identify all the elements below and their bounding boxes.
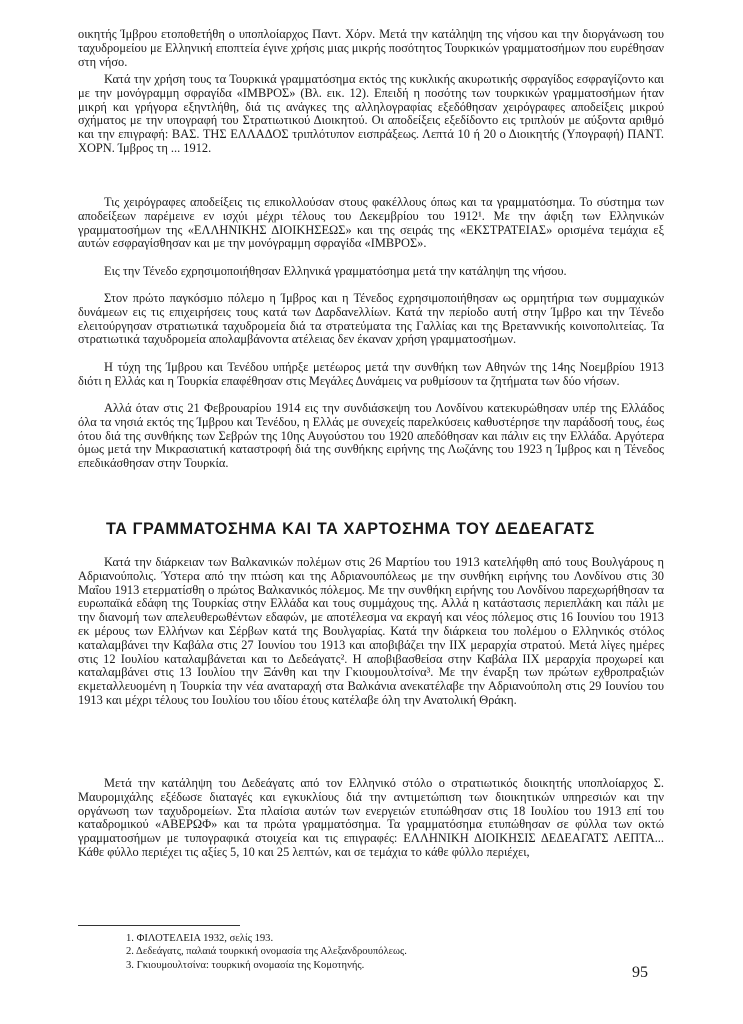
page-number: 95 [632,964,648,981]
body-paragraph: Κατά την διάρκειαν των Βαλκανικών πολέμων στις 26 Μαρτίου του 1913 κατελήφθη από τους Βουλγάρους η Αδριανούπολις. Ύστερα από την πτώση και της Αδριανουπόλεως με την συνθήκη ειρήνης του Λονδίνου στις 30 Μαΐου 1913 ετερματίσθη ο πρώτος Βαλκανικός πόλεμος. Με την συνθήκη ειρήνης του Λονδίνου παρεχωρήθησαν τα ευρωπαϊκά εδάφη της Τουρκίας στην Ελλάδα και τους συμμάχους της. Αλλά η κατάστασις περιεπλάκη και πάλι με την διανομή των απελευθερωθέντων εδαφών, με αποτέλεσμα να εκραγή και νέος πόλεμος στις 16 Ιουνίου του 1913 εκ μέρους των Ελλήνων και Σέρβων κατά της Βουλγαρίας. Κατά την διάρκεια του πολέμου ο Ελληνικός στόλος καταλαμβάνει την Καβάλα στις 27 Ιουνίου του 1913 και αποβιβάζει την ΙΙΧ μεραρχία στρατού. Μετά λίγες ημέρες στις 12 Ιουλίου καταλαμβάνεται και το Δεδεάγατς². Η αποβιβασθείσα στην Καβάλα ΙΙΧ μεραρχία προχωρεί και καταλαμβάνει στις 13 Ιουλίου την Ξάνθη και την Γκιουμουλτσίνα³. Με την έναρξη των πρώτων εχθροπραξιών εκμεταλλευομένη η Τουρκία την νέα αναταραχή στα Βαλκάνια ανεκατέλαβε την Αδριανούπολη στις 29 Ιουνίου του 1913 και μέχρι τέλους του Ιουλίου του ιδίου έτους κατέλαβε όλη την Ανατολική Θράκη. [78,555,664,707]
section-heading: ΤΑ ΓΡΑΜΜΑΤΟΣΗΜΑ ΚΑΙ ΤΑ ΧΑΡΤΟΣΗΜΑ ΤΟΥ ΔΕΔΕΑΓΑΤΣ [106,520,595,538]
body-paragraph: Μετά την κατάληψη του Δεδεάγατς από τον Ελληνικό στόλο ο στρατιωτικός διοικητής υποπλοίαρχος Σ. Μαυρομιχάλης εξέδωσε διαταγές και εγκυκλίους διά την αντιμετώπιση των διοικητικών υπηρεσιών και την οργάνωση των ταχυδρομείων. Στα πλαίσια αυτών των ενεργειών ετυπώθησαν στις 18 Ιουλίου του 1913 επί του καταδρομικού «ΑΒΕΡΩΦ» και τα πρώτα γραμματόσημα. Τα γραμματόσημα ετυπώθησαν σε φύλλα των οκτώ γραμματοσήμων με τυπογραφικά στοιχεία και τις επιγραφές: ΕΛΛΗΝΙΚΗ ΔΙΟΙΚΗΣΙΣ ΔΕΔΕΑΓΑΤΣ ΛΕΠΤΑ... Κάθε φύλλο περιέχει τις αξίες 5, 10 και 25 λεπτών, και σε τεμάχια το κάθε φύλλο περιέχει, [78,776,664,859]
footnote: 2. Δεδεάγατς, παλαιά τουρκική ονομασία της Αλεξανδρουπόλεως. [126,946,407,958]
body-paragraph: Κατά την χρήση τους τα Τουρκικά γραμματόσημα εκτός της κυκλικής ακυρωτικής σφραγίδος εσφραγίζοντο και με την μονόγραμμη σφραγίδα «ΙΜΒΡΟΣ» (Βλ. εικ. 12). Επειδή η ποσότης των τουρκικών γραμματοσήμων ήταν μικρή και γρήγορα εξηντλήθη, διά τις ανάγκες της αλληλογραφίας εξεδόθησαν χειρόγραφες αποδείξεις μικρού σχήματος με την υπογραφή του Στρατιωτικού Διοικητού. Οι αποδείξεις εξεδίδοντο εις τριπλούν με αύξοντα αριθμό και την επιγραφή: ΒΑΣ. ΤΗΣ ΕΛΛΑΔΟΣ τριπλότυπον εισπράξεως. Λεπτά 10 ή 20 ο Διοικητής (Υπογραφή) ΠΑΝΤ. ΧΟΡΝ. Ίμβρος τη ... 1912. [78,72,664,155]
body-paragraph: Στον πρώτο παγκόσμιο πόλεμο η Ίμβρος και η Τένεδος εχρησιμοποιήθησαν ως ορμητήρια των συμμαχικών δυνάμεων εις τις επιχειρήσεις τους κατά των Δαρδανελλίων. Κατά την περίοδο αυτή στην Ίμβρο και την Τένεδο ελειτούργησαν στρατιωτικά ταχυδρομεία διά τα στρατεύματα της Γαλλίας και της Βρεταννικής κοινοπολιτείας. Τα στρατιωτικά ταχυδρομεία απολαμβάνοντα ατέλειας δεν έκαναν χρήση γραμματοσήμων. [78,291,664,347]
footnote: 3. Γκιουμουλτσίνα: τουρκική ονομασία της Κομοτηνής. [126,959,365,971]
footnote: 1. ΦΙΛΟΤΕΛΕΙΑ 1932, σελίς 193. [126,933,274,944]
body-paragraph: Εις την Τένεδο εχρησιμοποιήθησαν Ελληνικά γραμματόσημα μετά την κατάληψη της νήσου. [104,264,567,278]
body-paragraph: Τις χειρόγραφες αποδείξεις τις επικολλούσαν στους φακέλλους όπως και τα γραμματόσημα. Το σύστημα των αποδείξεων παρέμεινε εν ισχύι μέχρι τέλους του Δεκεμβρίου του 1912¹. Με την άφιξη των Ελληνικών γραμματοσήμων της «ΕΛΛΗΝΙΚΗΣ ΔΙΟΙΚΗΣΕΩΣ» και της σειράς της «ΕΚΣΤΡΑΤΕΙΑΣ» ορισμένα τεμάχια εξ αυτών εσφραγίσθησαν και με την μονόγραμμη σφραγίδα «ΙΜΒΡΟΣ». [78,195,664,251]
body-paragraph: οικητής Ίμβρου ετοποθετήθη ο υποπλοίαρχος Παντ. Χόρν. Μετά την κατάληψη της νήσου και την διοργάνωση του ταχυδρομείου με Ελληνική εποπτεία έγινε χρήσις μιας μικρής ποσότητος Τουρκικών γραμματοσήμων που ευρέθησαν στη νήσο. [78,27,664,69]
footnotes [126,932,646,972]
footnote-divider [78,925,240,926]
body-paragraph: Η τύχη της Ίμβρου και Τενέδου υπήρξε μετέωρος μετά την συνθήκη των Αθηνών της 14ης Νοεμβρίου 1913 διότι η Ελλάς και η Τουρκία επαφέθησαν στις Μεγάλες Δυνάμεις να ρυθμίσουν τα ζητήματα των δύο νήσων. [78,360,664,388]
body-paragraph: Αλλά όταν στις 21 Φεβρουαρίου 1914 εις την συνδιάσκεψη του Λονδίνου κατεκυρώθησαν υπέρ της Ελλάδος όλα τα νησιά εκτός της Ίμβρου και Τενέδου, η Ελλάς με συνεχείς παρελκύσεις καθυστέρησε την παράδοσή τους, έως ότου διά της συνθήκης των Σεβρών της 10ης Αυγούστου του 1920 απεδόθησαν και πάλιν εις την Ελλάδα. Αργότερα όμως μετά την Μικρασιατική καταστροφή διά της συνθήκης ειρήνης της Λωζάνης του 1923 η Ίμβρος και η Τένεδος επεδικάσθησαν στην Τουρκία. [78,401,664,471]
